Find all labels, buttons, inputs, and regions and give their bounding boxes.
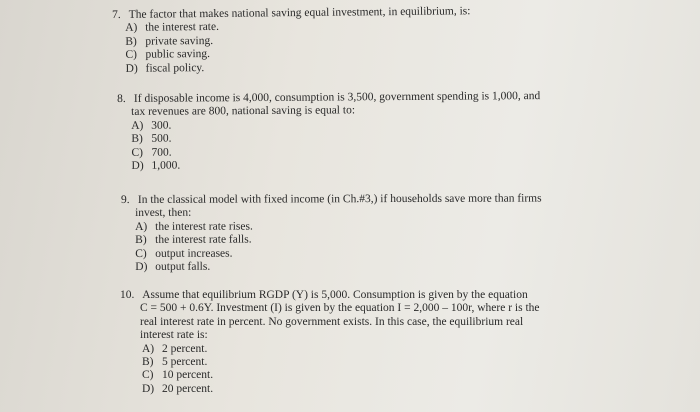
option-letter: A) <box>142 342 155 355</box>
option-b <box>142 356 540 369</box>
question-text: The factor that makes national saving equal investment, in equilibrium, is: <box>128 5 471 21</box>
question-text-line-2: invest, then: <box>135 207 192 220</box>
option-letter: B) <box>135 234 147 247</box>
question-stem <box>120 289 540 302</box>
question-text-line-2: C = 500 + 0.6Y. Investment (I) is given by the equation I = 2,000 – 100r, where r is the <box>140 302 540 315</box>
question-10 <box>120 289 540 396</box>
option-text: output falls. <box>155 260 211 273</box>
option-letter: C) <box>135 247 147 260</box>
option-letter: C) <box>125 48 138 62</box>
option-text: 2 percent. <box>162 342 208 355</box>
option-text: 10 percent. <box>162 369 214 382</box>
options-list <box>112 19 471 76</box>
question-stem <box>121 193 542 208</box>
option-letter: A) <box>125 22 138 35</box>
option-d <box>142 383 540 396</box>
options-list <box>120 343 540 397</box>
question-text-line-1: Assume that equilibrium RGDP (Y) is 5,000. Consumption is given by the equation <box>142 289 528 301</box>
option-text: the interest rate. <box>145 21 220 35</box>
question-8 <box>117 90 541 173</box>
option-letter: C) <box>142 369 154 382</box>
option-b <box>135 233 542 248</box>
option-letter: D) <box>125 62 138 75</box>
option-letter: C) <box>131 146 143 159</box>
question-9 <box>121 193 542 275</box>
option-text: 500. <box>151 132 172 145</box>
option-text: public saving. <box>145 48 211 61</box>
question-text-line-1: If disposable income is 4,000, consumption is 3,500, government spending is 1,000, and <box>133 90 541 105</box>
question-text-line-4: interest rate is: <box>140 329 208 342</box>
option-letter: B) <box>131 133 143 146</box>
options-list <box>117 117 541 174</box>
options-list <box>121 219 542 274</box>
question-text-line-2: tax revenues are 800, national saving is equal to: <box>131 104 356 119</box>
option-text: 20 percent. <box>162 382 214 395</box>
option-text: 300. <box>151 119 172 132</box>
option-a <box>135 219 542 234</box>
option-d <box>135 260 542 275</box>
option-text: output increases. <box>155 247 233 260</box>
option-d <box>126 59 472 76</box>
question-7 <box>112 5 471 76</box>
option-d <box>131 157 540 173</box>
option-text: 5 percent. <box>162 356 208 369</box>
option-text: fiscal policy. <box>145 61 205 75</box>
option-letter: D) <box>142 382 155 395</box>
option-text: 700. <box>151 146 172 159</box>
option-letter: D) <box>131 159 144 172</box>
option-text: 1,000. <box>151 159 181 172</box>
option-a <box>142 343 540 356</box>
option-letter: D) <box>135 260 148 273</box>
option-text: private saving. <box>145 34 214 48</box>
question-number: 7. <box>112 8 121 21</box>
option-c <box>135 246 542 261</box>
option-letter: B) <box>142 356 154 369</box>
option-letter: A) <box>135 220 148 233</box>
option-text: the interest rate falls. <box>155 233 252 247</box>
question-text-line-3: real interest rate in percent. No government exists. In this case, the equilibrium real <box>140 315 524 328</box>
option-c <box>142 369 540 382</box>
option-letter: B) <box>125 35 137 48</box>
question-text-line-1: In the classical model with fixed income (in Ch.#3,) if households save more than firms <box>137 192 542 206</box>
question-number: 10. <box>120 289 135 301</box>
option-letter: A) <box>131 119 144 132</box>
question-number: 8. <box>117 92 126 105</box>
option-text: the interest rate rises. <box>155 220 253 233</box>
question-number: 9. <box>121 193 130 206</box>
